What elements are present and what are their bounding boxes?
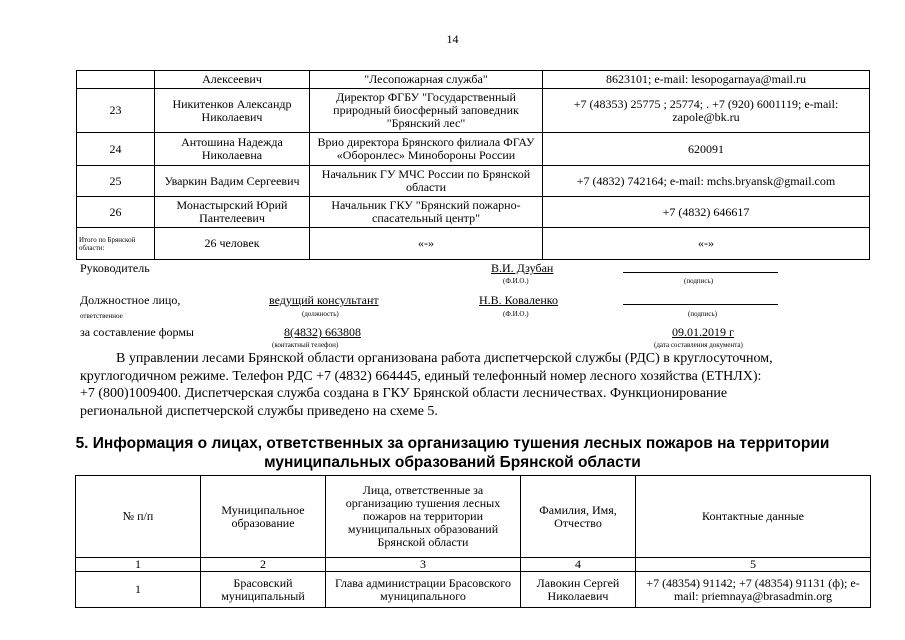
person-fio: Лавокин Сергей Николаевич: [521, 572, 636, 608]
person-position: Директор ФГБУ "Государственный природный биосферный заповедник "Брянский лес": [310, 89, 543, 133]
row-number: 24: [77, 133, 155, 166]
municipal-responsibles-table: [75, 475, 871, 608]
section-heading: [0, 434, 905, 472]
person-name: Алексеевич: [155, 71, 310, 89]
officials-table: [76, 70, 870, 260]
phone-caption: (контактный телефон): [272, 341, 339, 349]
person-contact: 8623101; e-mail: lesopogarnaya@mail.ru: [543, 71, 870, 89]
row-number: 26: [77, 197, 155, 228]
header-responsible: Лица, ответственные за организацию тушения лесных пожаров на территории муниципальных образований Брянской области: [326, 476, 521, 558]
official-label: Должностное лицо,: [80, 293, 181, 307]
head-signature-line: [623, 272, 778, 273]
section-heading-line1: 5. Информация о лицах, ответственных за организацию тушения лесных пожаров на территории: [75, 435, 830, 452]
page-number: 14: [446, 32, 459, 46]
column-number-row: [76, 558, 871, 572]
row-number: 23: [77, 89, 155, 133]
person-position: "Лесопожарная служба": [310, 71, 543, 89]
table-header-row: [76, 476, 871, 558]
column-number: 2: [201, 558, 326, 572]
date-caption: (дата составления документа): [654, 341, 743, 349]
position-caption: (должность): [302, 310, 339, 318]
person-contact: 620091: [543, 133, 870, 166]
head-fio-caption: (Ф.И.О.): [503, 277, 529, 285]
contact-phone: 8(4832) 663808: [284, 325, 361, 339]
person-contact: +7 (4832) 742164; e-mail: mchs.bryansk@gmail.com: [543, 166, 870, 197]
table-row: [77, 197, 870, 228]
table-total-row: [77, 228, 870, 260]
head-label: Руководитель: [80, 261, 150, 275]
table-row: [77, 89, 870, 133]
header-fio: Фамилия, Имя, Отчество: [521, 476, 636, 558]
header-number: № п/п: [76, 476, 201, 558]
official-name: Н.В. Коваленко: [479, 293, 558, 307]
official-position: ведущий консультант: [269, 293, 379, 307]
total-count: 26 человек: [155, 228, 310, 260]
total-label: Итого по Брянской области:: [77, 228, 155, 260]
table-row: [76, 572, 871, 608]
official-sign-caption: (подпись): [688, 310, 718, 318]
header-municipality: Муниципальное образование: [201, 476, 326, 558]
table-row: [77, 166, 870, 197]
responsible-person: Глава администрации Брасовского муниципального: [326, 572, 521, 608]
person-name: Антошина Надежда Николаевна: [155, 133, 310, 166]
document-date: 09.01.2019 г: [672, 325, 734, 339]
section-heading-line2: муниципальных образований Брянской области: [264, 454, 641, 471]
person-position: Врио директора Брянского филиала ФГАУ «Оборонлес» Минобороны России: [310, 133, 543, 166]
compose-label: за составление формы: [80, 325, 194, 339]
table-row: [77, 133, 870, 166]
row-number: 25: [77, 166, 155, 197]
person-name: Уваркин Вадим Сергеевич: [155, 166, 310, 197]
person-name: Монастырский Юрий Пантелеевич: [155, 197, 310, 228]
person-contact: +7 (48353) 25775 ; 25774; . +7 (920) 6001119; e-mail: zapole@bk.ru: [543, 89, 870, 133]
person-name: Никитенков Александр Николаевич: [155, 89, 310, 133]
official-fio-caption: (Ф.И.О.): [503, 310, 529, 318]
responsible-label: ответственное: [80, 312, 123, 320]
official-signature-line: [623, 304, 778, 305]
paragraph-line: региональной диспетчерской службы приведено на схеме 5.: [80, 403, 438, 419]
total-position: «-»: [310, 228, 543, 260]
paragraph-line: +7 (800)1009400. Диспетчерская служба создана в ГКУ Брянской области лесничествах. Функционирование: [80, 386, 728, 401]
person-contact: +7 (48354) 91142; +7 (48354) 91131 (ф); e-mail: priemnaya@brasadmin.org: [636, 572, 871, 608]
column-number: 1: [76, 558, 201, 572]
paragraph-line: круглогодичном режиме. Телефон РДС +7 (4832) 664445, единый телефонный номер лесного хозяйства (ЕТНЛХ):: [80, 368, 762, 384]
dispatch-service-paragraph: [80, 350, 864, 420]
paragraph-line: В управлении лесами Брянской области организована работа диспетчерской службы (РДС) в круглосуточном,: [116, 351, 773, 366]
column-number: 5: [636, 558, 871, 572]
head-name: В.И. Дзубан: [491, 261, 554, 275]
person-contact: +7 (4832) 646617: [543, 197, 870, 228]
column-number: 4: [521, 558, 636, 572]
total-contact: «-»: [543, 228, 870, 260]
row-number: [77, 71, 155, 89]
column-number: 3: [326, 558, 521, 572]
header-contact: Контактные данные: [636, 476, 871, 558]
head-sign-caption: (подпись): [684, 277, 714, 285]
row-number: 1: [76, 572, 201, 608]
person-position: Начальник ГКУ "Брянский пожарно-спасательный центр": [310, 197, 543, 228]
table-row: [77, 71, 870, 89]
person-position: Начальник ГУ МЧС России по Брянской области: [310, 166, 543, 197]
municipality: Брасовский муниципальный: [201, 572, 326, 608]
